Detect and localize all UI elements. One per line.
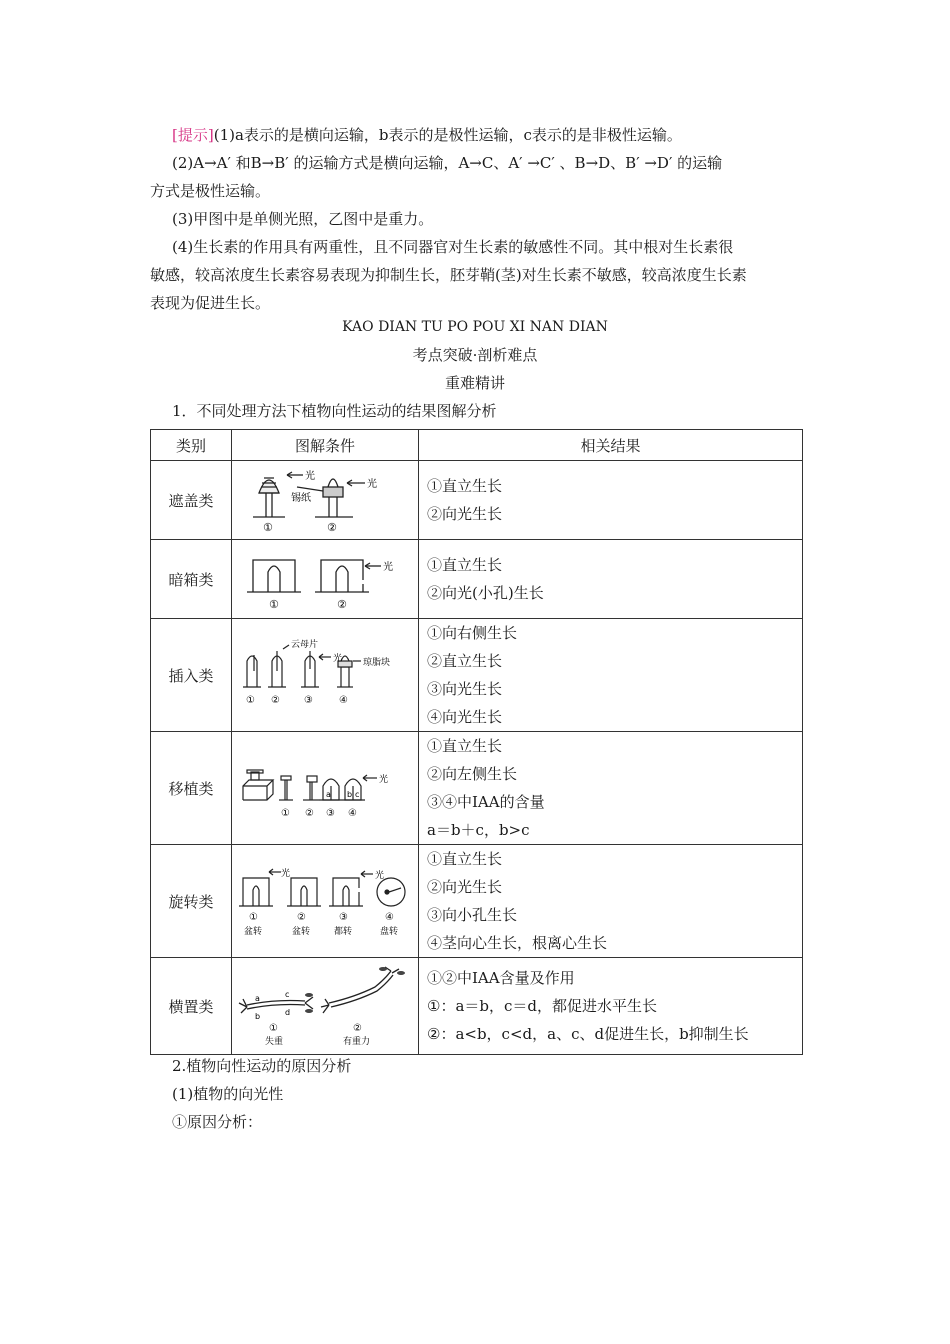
- result-item: ②向光生长: [427, 505, 503, 523]
- fig-light-label: 光: [333, 654, 343, 664]
- header-category: 类别: [151, 430, 232, 461]
- result-item: ②：a<b，c<d，a、c、d促进生长，b抑制生长: [427, 1025, 749, 1043]
- fig-num-2: ②: [353, 1023, 362, 1034]
- result-item: ②向光生长: [427, 878, 503, 896]
- fig-light-label-2: 光: [375, 871, 385, 881]
- row-results: [419, 461, 803, 540]
- result-item: ③向小孔生长: [427, 906, 518, 924]
- hint-paragraph-4a: (4)生长素的作用具有两重性，且不同器官对生长素的敏感性不同。其中根对生长素很: [172, 238, 734, 256]
- result-item: ①②中IAA含量及作用: [427, 969, 575, 987]
- fig-num-3: ③: [326, 808, 335, 819]
- hint-tag: [提示]: [172, 126, 214, 144]
- hint-paragraph-3: (3)甲图中是单侧光照，乙图中是重力。: [172, 210, 434, 228]
- row-figure: [232, 732, 419, 845]
- hint-paragraph-4c: 表现为促进生长。: [150, 294, 271, 312]
- result-item: a＝b＋c，b>c: [427, 821, 530, 839]
- insertion-figure: [235, 637, 415, 713]
- fig-label-d: d: [285, 1008, 291, 1017]
- result-item: ③④中IAA的含量: [427, 793, 545, 811]
- row-results: [419, 619, 803, 732]
- fig-rot-label-1: 盆转: [244, 927, 263, 937]
- fig-num-3: ③: [339, 912, 348, 923]
- result-item: ①直立生长: [427, 477, 503, 495]
- hint-paragraph-2a: (2)A→A′ 和B→B′ 的运输方式是横向运输，A→C、A′ →C′ 、B→D、B′ →D′ 的运输: [172, 154, 723, 172]
- fig-rot-label-3: 都转: [334, 927, 353, 937]
- result-item: ③向光生长: [427, 680, 503, 698]
- result-item: ④向光生长: [427, 708, 503, 726]
- row-category: 暗箱类: [151, 540, 232, 619]
- fig-num-2: ②: [271, 695, 280, 706]
- fig-num-2: ②: [297, 912, 306, 923]
- fig-light-label: 光: [281, 869, 291, 879]
- heading-2: 2.植物向性运动的原因分析: [172, 1057, 352, 1075]
- transplant-figure: [235, 750, 415, 826]
- result-item: ①直立生长: [427, 737, 503, 755]
- row-results: [419, 845, 803, 958]
- row-category: 旋转类: [151, 845, 232, 958]
- heading-1: 1．不同处理方法下植物向性运动的结果图解分析: [172, 402, 497, 420]
- row-category: 遮盖类: [151, 461, 232, 540]
- row-category: 横置类: [151, 958, 232, 1055]
- row-category: 移植类: [151, 732, 232, 845]
- row-figure: [232, 958, 419, 1055]
- fig-label-b: b: [347, 790, 353, 799]
- table-header-row: [151, 430, 803, 461]
- table-row: [151, 461, 803, 540]
- result-item: ②直立生长: [427, 652, 503, 670]
- subheading-phototropism: (1)植物的向光性: [172, 1085, 284, 1103]
- fig-agar-label: 琼脂块: [363, 658, 391, 668]
- subheading-cause-analysis: ①原因分析：: [172, 1113, 263, 1131]
- fig-num-1: ①: [246, 695, 255, 706]
- fig-num-2: ②: [337, 598, 347, 611]
- fig-light-label-2: 光: [367, 479, 377, 490]
- result-item: ①直立生长: [427, 850, 503, 868]
- fig-num-1: ①: [269, 598, 279, 611]
- hint-paragraph-4b: 敏感，较高浓度生长素容易表现为抑制生长，胚芽鞘(茎)对生长素不敏感，较高浓度生长素: [150, 266, 747, 284]
- result-item: ①向右侧生长: [427, 624, 518, 642]
- table-row: [151, 732, 803, 845]
- row-results: [419, 958, 803, 1055]
- fig-label-c: c: [355, 790, 360, 799]
- fig-weightless-label: 失重: [265, 1037, 284, 1047]
- dark-box-figure: [235, 546, 415, 612]
- fig-gravity-label: 有重力: [343, 1037, 371, 1047]
- fig-light-label: 光: [383, 562, 393, 573]
- fig-label-b: b: [255, 1012, 261, 1021]
- fig-label-a: a: [255, 994, 260, 1003]
- fig-num-1: ①: [263, 521, 273, 534]
- fig-num-3: ③: [304, 695, 313, 706]
- row-category: 插入类: [151, 619, 232, 732]
- fig-label-a: a: [326, 790, 331, 799]
- fig-num-1: ①: [249, 912, 258, 923]
- fig-num-1: ①: [269, 1023, 278, 1034]
- hint-paragraph-2b: 方式是极性运输。: [150, 182, 271, 200]
- fig-light-label: 光: [379, 775, 389, 785]
- table-row: [151, 958, 803, 1055]
- covering-figure: [235, 465, 415, 535]
- fig-mica-label: 云母片: [291, 640, 319, 650]
- fig-label-c: c: [285, 990, 290, 999]
- result-item: ②向光(小孔)生长: [427, 584, 544, 602]
- fig-foil-label: 锡纸: [291, 493, 311, 504]
- section-pinyin: KAO DIAN TU PO POU XI NAN DIAN: [342, 319, 608, 335]
- section-subtitle: 重难精讲: [444, 374, 505, 392]
- fig-light-label: 光: [305, 471, 315, 482]
- result-item: ①直立生长: [427, 556, 503, 574]
- table-row: [151, 540, 803, 619]
- section-title: 考点突破·剖析难点: [412, 346, 538, 364]
- result-item: ①：a＝b，c＝d，都促进水平生长: [427, 997, 657, 1015]
- table-row: [151, 845, 803, 958]
- tropism-table: [150, 429, 803, 1055]
- fig-num-4: ④: [348, 808, 357, 819]
- fig-num-1: ①: [281, 808, 290, 819]
- fig-num-4: ④: [339, 695, 348, 706]
- fig-num-2: ②: [305, 808, 314, 819]
- rotation-figure: [235, 858, 415, 944]
- horizontal-figure: [235, 963, 415, 1049]
- result-item: ④茎向心生长，根离心生长: [427, 934, 608, 952]
- fig-rot-label-2: 盆转: [292, 927, 311, 937]
- fig-rot-label-4: 盘转: [380, 927, 399, 937]
- header-results: 相关结果: [419, 430, 803, 461]
- row-figure: [232, 540, 419, 619]
- fig-num-4: ④: [385, 912, 394, 923]
- hint-text-1: (1)a表示的是横向运输，b表示的是极性运输，c表示的是非极性运输。: [213, 126, 682, 144]
- row-results: [419, 732, 803, 845]
- row-figure: [232, 845, 419, 958]
- table-row: [151, 619, 803, 732]
- fig-num-2: ②: [327, 521, 337, 534]
- row-results: [419, 540, 803, 619]
- result-item: ②向左侧生长: [427, 765, 518, 783]
- row-figure: [232, 619, 419, 732]
- hint-paragraph-1: [172, 121, 682, 149]
- row-figure: [232, 461, 419, 540]
- header-figure: 图解条件: [232, 430, 419, 461]
